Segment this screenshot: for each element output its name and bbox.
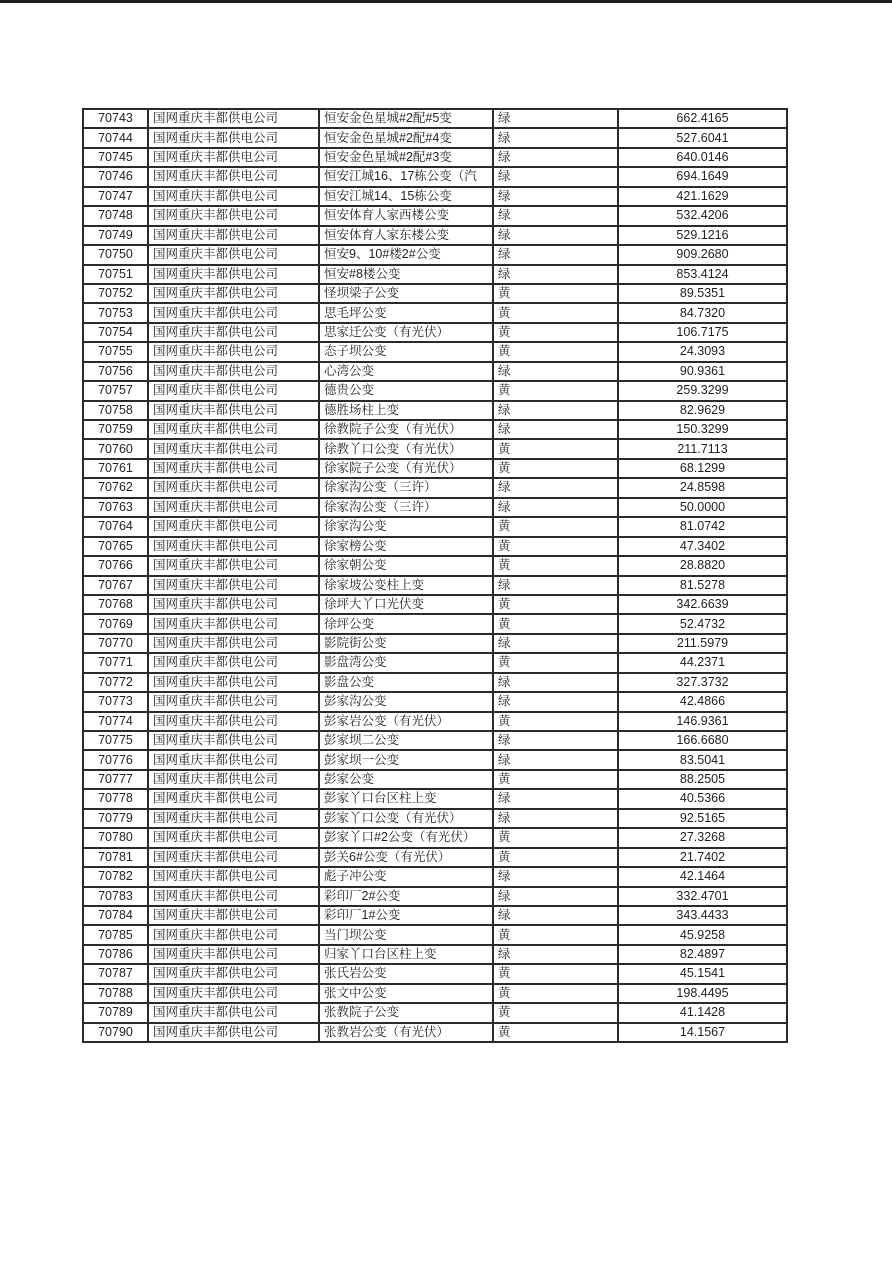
company-cell: 国网重庆丰都供电公司 [148, 439, 319, 458]
row-id-cell: 70781 [83, 848, 148, 867]
name-cell: 彭家丫口台区柱上变 [319, 789, 493, 808]
company-cell: 国网重庆丰都供电公司 [148, 556, 319, 575]
name-cell: 态子坝公变 [319, 342, 493, 361]
value-cell: 45.9258 [618, 925, 787, 944]
table-row [83, 925, 787, 944]
table-row [83, 187, 787, 206]
value-cell: 198.4495 [618, 984, 787, 1003]
row-id-cell: 70748 [83, 206, 148, 225]
table-row [83, 906, 787, 925]
table-row [83, 323, 787, 342]
value-cell: 527.6041 [618, 128, 787, 147]
company-cell: 国网重庆丰都供电公司 [148, 712, 319, 731]
row-id-cell: 70758 [83, 401, 148, 420]
table-row [83, 712, 787, 731]
name-cell: 心湾公变 [319, 362, 493, 381]
company-cell: 国网重庆丰都供电公司 [148, 887, 319, 906]
value-cell: 83.5041 [618, 750, 787, 769]
table-row [83, 167, 787, 186]
status-cell: 绿 [493, 945, 618, 964]
row-id-cell: 70771 [83, 653, 148, 672]
name-cell: 思毛坪公变 [319, 303, 493, 322]
name-cell: 彭家岩公变（有光伏） [319, 712, 493, 731]
status-cell: 黄 [493, 517, 618, 536]
row-id-cell: 70746 [83, 167, 148, 186]
company-cell: 国网重庆丰都供电公司 [148, 692, 319, 711]
name-cell: 徐家榜公变 [319, 537, 493, 556]
table-row [83, 498, 787, 517]
company-cell: 国网重庆丰都供电公司 [148, 945, 319, 964]
table-row [83, 226, 787, 245]
status-cell: 绿 [493, 887, 618, 906]
row-id-cell: 70773 [83, 692, 148, 711]
name-cell: 彭家丫口#2公变（有光伏） [319, 828, 493, 847]
row-id-cell: 70790 [83, 1023, 148, 1042]
table-row [83, 401, 787, 420]
name-cell: 徐家沟公变（三许） [319, 478, 493, 497]
company-cell: 国网重庆丰都供电公司 [148, 206, 319, 225]
value-cell: 166.6680 [618, 731, 787, 750]
name-cell: 彪子冲公变 [319, 867, 493, 886]
table-row [83, 537, 787, 556]
status-cell: 黄 [493, 770, 618, 789]
value-cell: 24.3093 [618, 342, 787, 361]
row-id-cell: 70751 [83, 265, 148, 284]
status-cell: 绿 [493, 789, 618, 808]
name-cell: 张教院子公变 [319, 1003, 493, 1022]
table-row [83, 595, 787, 614]
table-row [83, 381, 787, 400]
value-cell: 50.0000 [618, 498, 787, 517]
company-cell: 国网重庆丰都供电公司 [148, 731, 319, 750]
company-cell: 国网重庆丰都供电公司 [148, 303, 319, 322]
value-cell: 421.1629 [618, 187, 787, 206]
value-cell: 45.1541 [618, 964, 787, 983]
name-cell: 张氏岩公变 [319, 964, 493, 983]
row-id-cell: 70775 [83, 731, 148, 750]
row-id-cell: 70750 [83, 245, 148, 264]
company-cell: 国网重庆丰都供电公司 [148, 1023, 319, 1042]
row-id-cell: 70785 [83, 925, 148, 944]
name-cell: 彭家沟公变 [319, 692, 493, 711]
value-cell: 40.5366 [618, 789, 787, 808]
name-cell: 恒安金色星城#2配#5变 [319, 109, 493, 128]
row-id-cell: 70756 [83, 362, 148, 381]
name-cell: 当门坝公变 [319, 925, 493, 944]
status-cell: 黄 [493, 381, 618, 400]
row-id-cell: 70759 [83, 420, 148, 439]
row-id-cell: 70767 [83, 576, 148, 595]
value-cell: 694.1649 [618, 167, 787, 186]
table-row [83, 984, 787, 1003]
table-row [83, 128, 787, 147]
name-cell: 影院街公变 [319, 634, 493, 653]
value-cell: 532.4206 [618, 206, 787, 225]
table-row [83, 750, 787, 769]
table-row [83, 1023, 787, 1042]
row-id-cell: 70752 [83, 284, 148, 303]
name-cell: 恒安9、10#楼2#公变 [319, 245, 493, 264]
table-row [83, 109, 787, 128]
status-cell: 黄 [493, 439, 618, 458]
status-cell: 黄 [493, 556, 618, 575]
status-cell: 黄 [493, 595, 618, 614]
value-cell: 41.1428 [618, 1003, 787, 1022]
value-cell: 42.4866 [618, 692, 787, 711]
row-id-cell: 70789 [83, 1003, 148, 1022]
company-cell: 国网重庆丰都供电公司 [148, 576, 319, 595]
name-cell: 思家迁公变（有光伏） [319, 323, 493, 342]
value-cell: 146.9361 [618, 712, 787, 731]
value-cell: 662.4165 [618, 109, 787, 128]
status-cell: 绿 [493, 128, 618, 147]
value-cell: 27.3268 [618, 828, 787, 847]
value-cell: 640.0146 [618, 148, 787, 167]
value-cell: 81.0742 [618, 517, 787, 536]
company-cell: 国网重庆丰都供电公司 [148, 128, 319, 147]
table-row [83, 673, 787, 692]
row-id-cell: 70783 [83, 887, 148, 906]
name-cell: 恒安金色星城#2配#3变 [319, 148, 493, 167]
company-cell: 国网重庆丰都供电公司 [148, 750, 319, 769]
row-id-cell: 70760 [83, 439, 148, 458]
name-cell: 徐家院子公变（有光伏） [319, 459, 493, 478]
table-row [83, 576, 787, 595]
company-cell: 国网重庆丰都供电公司 [148, 226, 319, 245]
row-id-cell: 70774 [83, 712, 148, 731]
row-id-cell: 70764 [83, 517, 148, 536]
table-row [83, 303, 787, 322]
value-cell: 332.4701 [618, 887, 787, 906]
name-cell: 恒安体育人家东楼公变 [319, 226, 493, 245]
name-cell: 恒安江城14、15栋公变 [319, 187, 493, 206]
row-id-cell: 70787 [83, 964, 148, 983]
company-cell: 国网重庆丰都供电公司 [148, 167, 319, 186]
value-cell: 21.7402 [618, 848, 787, 867]
name-cell: 彭家坝一公变 [319, 750, 493, 769]
table-row [83, 828, 787, 847]
name-cell: 徐家沟公变 [319, 517, 493, 536]
value-cell: 44.2371 [618, 653, 787, 672]
table-row [83, 887, 787, 906]
row-id-cell: 70761 [83, 459, 148, 478]
status-cell: 黄 [493, 342, 618, 361]
company-cell: 国网重庆丰都供电公司 [148, 187, 319, 206]
row-id-cell: 70765 [83, 537, 148, 556]
name-cell: 徐家坡公变柱上变 [319, 576, 493, 595]
value-cell: 92.5165 [618, 809, 787, 828]
name-cell: 怪坝梁子公变 [319, 284, 493, 303]
status-cell: 绿 [493, 362, 618, 381]
table-row [83, 945, 787, 964]
company-cell: 国网重庆丰都供电公司 [148, 906, 319, 925]
value-cell: 211.7113 [618, 439, 787, 458]
status-cell: 绿 [493, 245, 618, 264]
table-row [83, 420, 787, 439]
status-cell: 绿 [493, 420, 618, 439]
company-cell: 国网重庆丰都供电公司 [148, 964, 319, 983]
value-cell: 42.1464 [618, 867, 787, 886]
table-row [83, 789, 787, 808]
status-cell: 绿 [493, 478, 618, 497]
table-row [83, 634, 787, 653]
name-cell: 张文中公变 [319, 984, 493, 1003]
name-cell: 影盘公变 [319, 673, 493, 692]
company-cell: 国网重庆丰都供电公司 [148, 265, 319, 284]
name-cell: 归家丫口台区柱上变 [319, 945, 493, 964]
table-row [83, 809, 787, 828]
name-cell: 恒安江城16、17栋公变（汽 [319, 167, 493, 186]
company-cell: 国网重庆丰都供电公司 [148, 362, 319, 381]
value-cell: 68.1299 [618, 459, 787, 478]
value-cell: 211.5979 [618, 634, 787, 653]
table-row [83, 770, 787, 789]
company-cell: 国网重庆丰都供电公司 [148, 381, 319, 400]
name-cell: 徐家沟公变（三许） [319, 498, 493, 517]
company-cell: 国网重庆丰都供电公司 [148, 614, 319, 633]
row-id-cell: 70786 [83, 945, 148, 964]
table-row [83, 653, 787, 672]
value-cell: 88.2505 [618, 770, 787, 789]
row-id-cell: 70755 [83, 342, 148, 361]
company-cell: 国网重庆丰都供电公司 [148, 517, 319, 536]
status-cell: 绿 [493, 809, 618, 828]
status-cell: 绿 [493, 867, 618, 886]
status-cell: 黄 [493, 964, 618, 983]
status-cell: 绿 [493, 906, 618, 925]
row-id-cell: 70757 [83, 381, 148, 400]
value-cell: 52.4732 [618, 614, 787, 633]
name-cell: 恒安体育人家西楼公变 [319, 206, 493, 225]
table-row [83, 284, 787, 303]
company-cell: 国网重庆丰都供电公司 [148, 770, 319, 789]
status-cell: 黄 [493, 303, 618, 322]
value-cell: 342.6639 [618, 595, 787, 614]
name-cell: 影盘湾公变 [319, 653, 493, 672]
company-cell: 国网重庆丰都供电公司 [148, 595, 319, 614]
company-cell: 国网重庆丰都供电公司 [148, 478, 319, 497]
value-cell: 327.3732 [618, 673, 787, 692]
status-cell: 黄 [493, 537, 618, 556]
row-id-cell: 70768 [83, 595, 148, 614]
value-cell: 89.5351 [618, 284, 787, 303]
value-cell: 343.4433 [618, 906, 787, 925]
row-id-cell: 70766 [83, 556, 148, 575]
company-cell: 国网重庆丰都供电公司 [148, 673, 319, 692]
name-cell: 张教岩公变（有光伏） [319, 1023, 493, 1042]
name-cell: 恒安#8楼公变 [319, 265, 493, 284]
company-cell: 国网重庆丰都供电公司 [148, 284, 319, 303]
name-cell: 彭家坝二公变 [319, 731, 493, 750]
status-cell: 黄 [493, 323, 618, 342]
company-cell: 国网重庆丰都供电公司 [148, 342, 319, 361]
row-id-cell: 70747 [83, 187, 148, 206]
row-id-cell: 70753 [83, 303, 148, 322]
value-cell: 84.7320 [618, 303, 787, 322]
row-id-cell: 70769 [83, 614, 148, 633]
table-row [83, 206, 787, 225]
company-cell: 国网重庆丰都供电公司 [148, 848, 319, 867]
company-cell: 国网重庆丰都供电公司 [148, 459, 319, 478]
value-cell: 47.3402 [618, 537, 787, 556]
status-cell: 绿 [493, 750, 618, 769]
table-row [83, 848, 787, 867]
row-id-cell: 70780 [83, 828, 148, 847]
name-cell: 彭家丫口公变（有光伏） [319, 809, 493, 828]
company-cell: 国网重庆丰都供电公司 [148, 537, 319, 556]
status-cell: 黄 [493, 828, 618, 847]
table-row [83, 556, 787, 575]
table-row [83, 614, 787, 633]
company-cell: 国网重庆丰都供电公司 [148, 109, 319, 128]
row-id-cell: 70778 [83, 789, 148, 808]
name-cell: 恒安金色星城#2配#4变 [319, 128, 493, 147]
value-cell: 82.4897 [618, 945, 787, 964]
row-id-cell: 70779 [83, 809, 148, 828]
status-cell: 黄 [493, 1023, 618, 1042]
company-cell: 国网重庆丰都供电公司 [148, 148, 319, 167]
name-cell: 彭关6#公变（有光伏） [319, 848, 493, 867]
table-row [83, 148, 787, 167]
company-cell: 国网重庆丰都供电公司 [148, 867, 319, 886]
name-cell: 彩印厂1#公变 [319, 906, 493, 925]
table-row [83, 517, 787, 536]
value-cell: 14.1567 [618, 1023, 787, 1042]
status-cell: 绿 [493, 148, 618, 167]
row-id-cell: 70762 [83, 478, 148, 497]
company-cell: 国网重庆丰都供电公司 [148, 828, 319, 847]
status-cell: 黄 [493, 653, 618, 672]
table-row [83, 964, 787, 983]
status-cell: 绿 [493, 731, 618, 750]
value-cell: 150.3299 [618, 420, 787, 439]
value-cell: 106.7175 [618, 323, 787, 342]
company-cell: 国网重庆丰都供电公司 [148, 498, 319, 517]
status-cell: 绿 [493, 167, 618, 186]
status-cell: 绿 [493, 187, 618, 206]
status-cell: 黄 [493, 848, 618, 867]
value-cell: 259.3299 [618, 381, 787, 400]
company-cell: 国网重庆丰都供电公司 [148, 653, 319, 672]
row-id-cell: 70772 [83, 673, 148, 692]
status-cell: 黄 [493, 614, 618, 633]
status-cell: 绿 [493, 692, 618, 711]
name-cell: 德贵公变 [319, 381, 493, 400]
value-cell: 28.8820 [618, 556, 787, 575]
company-cell: 国网重庆丰都供电公司 [148, 1003, 319, 1022]
name-cell: 彩印厂2#公变 [319, 887, 493, 906]
table-row [83, 439, 787, 458]
name-cell: 徐坪大丫口光伏变 [319, 595, 493, 614]
table-row [83, 1003, 787, 1022]
row-id-cell: 70777 [83, 770, 148, 789]
value-cell: 529.1216 [618, 226, 787, 245]
name-cell: 彭家公变 [319, 770, 493, 789]
row-id-cell: 70749 [83, 226, 148, 245]
row-id-cell: 70754 [83, 323, 148, 342]
row-id-cell: 70788 [83, 984, 148, 1003]
company-cell: 国网重庆丰都供电公司 [148, 789, 319, 808]
status-cell: 黄 [493, 712, 618, 731]
row-id-cell: 70782 [83, 867, 148, 886]
value-cell: 82.9629 [618, 401, 787, 420]
row-id-cell: 70784 [83, 906, 148, 925]
table-row [83, 265, 787, 284]
row-id-cell: 70745 [83, 148, 148, 167]
table-row [83, 245, 787, 264]
status-cell: 绿 [493, 673, 618, 692]
company-cell: 国网重庆丰都供电公司 [148, 984, 319, 1003]
value-cell: 81.5278 [618, 576, 787, 595]
row-id-cell: 70744 [83, 128, 148, 147]
table-row [83, 362, 787, 381]
table-row [83, 342, 787, 361]
value-cell: 853.4124 [618, 265, 787, 284]
row-id-cell: 70763 [83, 498, 148, 517]
company-cell: 国网重庆丰都供电公司 [148, 925, 319, 944]
name-cell: 徐家朝公变 [319, 556, 493, 575]
page-top-rule [0, 0, 892, 3]
status-cell: 绿 [493, 498, 618, 517]
company-cell: 国网重庆丰都供电公司 [148, 323, 319, 342]
value-cell: 24.8598 [618, 478, 787, 497]
row-id-cell: 70770 [83, 634, 148, 653]
name-cell: 徐教院子公变（有光伏） [319, 420, 493, 439]
name-cell: 徐坪公变 [319, 614, 493, 633]
status-cell: 绿 [493, 634, 618, 653]
status-cell: 绿 [493, 206, 618, 225]
company-cell: 国网重庆丰都供电公司 [148, 245, 319, 264]
status-cell: 黄 [493, 459, 618, 478]
name-cell: 徐教丫口公变（有光伏） [319, 439, 493, 458]
table-row [83, 692, 787, 711]
status-cell: 黄 [493, 284, 618, 303]
company-cell: 国网重庆丰都供电公司 [148, 401, 319, 420]
status-cell: 黄 [493, 1003, 618, 1022]
transformer-table-body [83, 109, 787, 1042]
status-cell: 绿 [493, 226, 618, 245]
table-row [83, 459, 787, 478]
status-cell: 绿 [493, 109, 618, 128]
status-cell: 黄 [493, 925, 618, 944]
row-id-cell: 70743 [83, 109, 148, 128]
table-row [83, 478, 787, 497]
row-id-cell: 70776 [83, 750, 148, 769]
value-cell: 909.2680 [618, 245, 787, 264]
company-cell: 国网重庆丰都供电公司 [148, 809, 319, 828]
status-cell: 绿 [493, 576, 618, 595]
value-cell: 90.9361 [618, 362, 787, 381]
status-cell: 绿 [493, 265, 618, 284]
company-cell: 国网重庆丰都供电公司 [148, 420, 319, 439]
status-cell: 绿 [493, 401, 618, 420]
name-cell: 德胜场柱上变 [319, 401, 493, 420]
table-row [83, 731, 787, 750]
transformer-table [82, 108, 788, 1043]
status-cell: 黄 [493, 984, 618, 1003]
company-cell: 国网重庆丰都供电公司 [148, 634, 319, 653]
table-row [83, 867, 787, 886]
